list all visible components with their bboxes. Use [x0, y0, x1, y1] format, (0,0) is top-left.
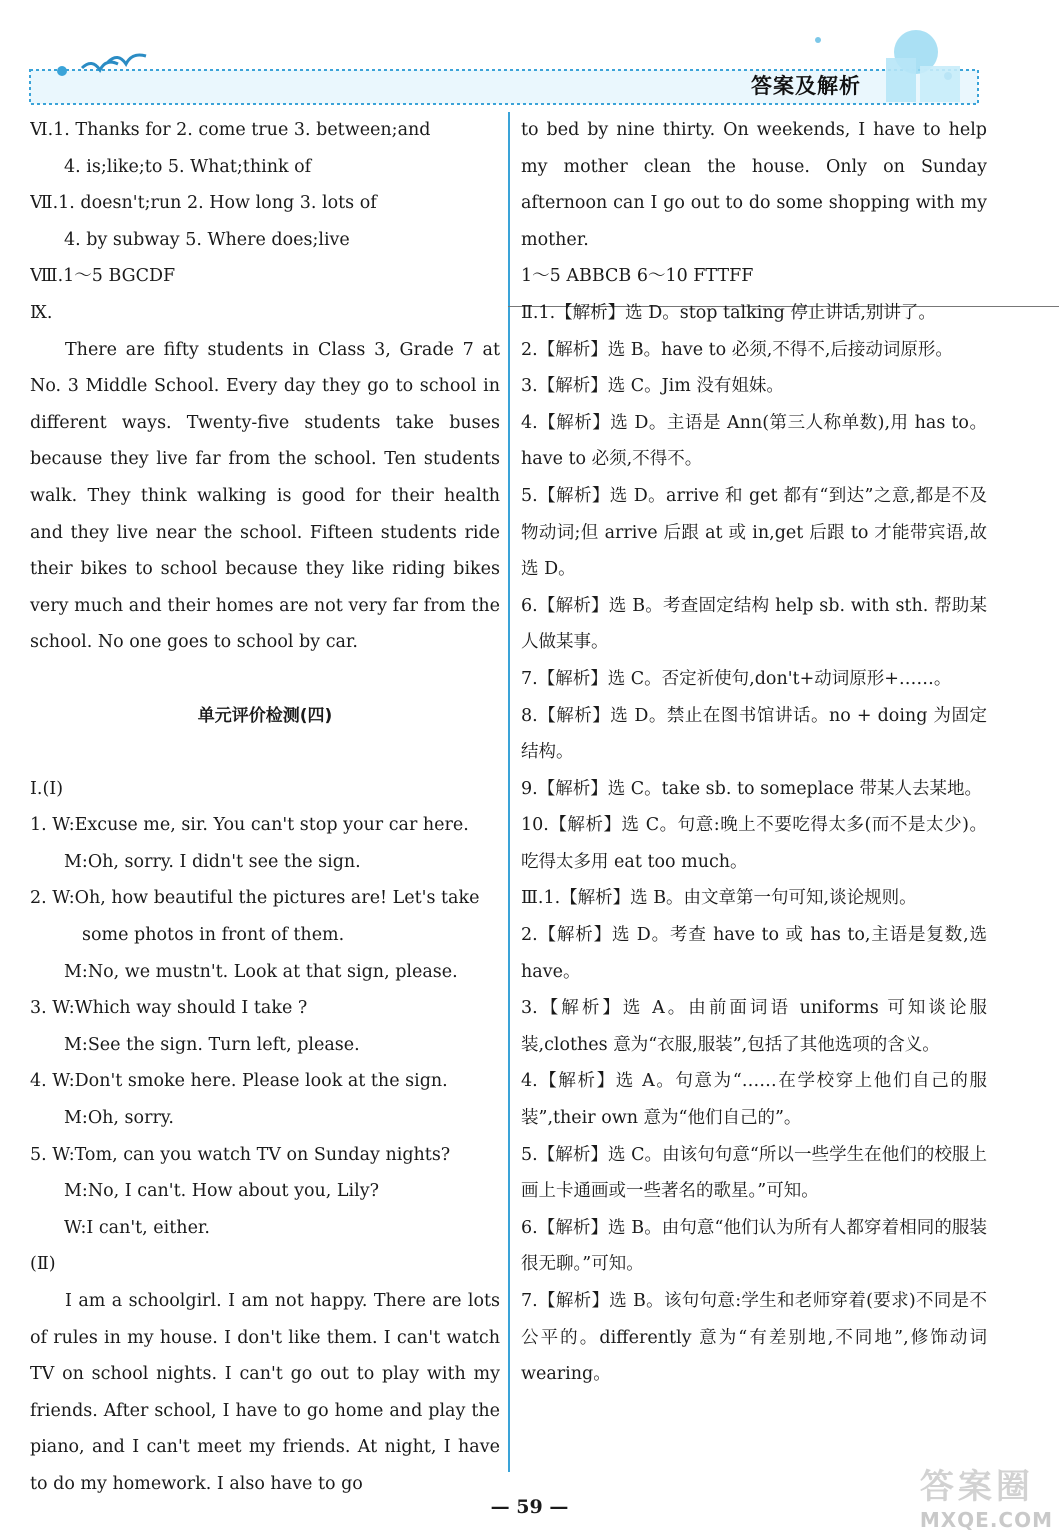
header-title: 答案及解析 — [751, 74, 861, 98]
left-column-item: W:I can't, either. — [64, 1217, 210, 1238]
left-column-item: 4. by subway 5. Where does;live — [64, 229, 350, 250]
column-divider — [508, 112, 510, 1472]
right-column-item: 2.【解析】选 D。考查 have to 或 has to,主语是复数,选 have。 — [521, 925, 987, 982]
page-header — [0, 0, 1059, 112]
header-decoration-icon — [0, 0, 1059, 112]
left-column-item: 1. W:Excuse me, sir. You can't stop your car here. — [30, 815, 469, 836]
left-column-item: M:See the sign. Turn left, please. — [64, 1034, 360, 1055]
right-column-item: 1～5 ABBCB 6～10 FTTFF — [521, 266, 754, 287]
left-column-item: (Ⅱ) — [30, 1254, 56, 1275]
right-column-item: 10.【解析】选 C。句意:晚上不要吃得太多(而不是太少)。吃得太多用 eat too much。 — [521, 815, 987, 872]
right-column-item: 5.【解析】选 D。arrive 和 get 都有“到达”之意,都是不及物动词;但 arrive 后跟 at 或 in,get 后跟 to 才能带宾语,故选 D。 — [521, 485, 987, 580]
left-column-item: Ⅶ.1. doesn't;run 2. How long 3. lots of — [30, 193, 377, 214]
right-column-item: 5.【解析】选 C。由该句句意“所以一些学生在他们的校服上画上卡通画或一些著名的歌星。”可知。 — [521, 1144, 987, 1202]
left-column-item: 单元评价检测(四) — [197, 705, 333, 726]
right-column-item: 4.【解析】选 D。主语是 Ann(第三人称单数),用 has to。have to 必须,不得不。 — [521, 412, 987, 470]
right-column-item: 6.【解析】选 B。由句意“他们认为所有人都穿着相同的服装很无聊。”可知。 — [521, 1217, 987, 1275]
right-column-item: Ⅲ.1.【解析】选 B。由文章第一句可知,谈论规则。 — [521, 888, 917, 909]
right-column-item: 3.【解析】选 C。Jim 没有姐妹。 — [521, 376, 784, 397]
left-column — [30, 112, 500, 1503]
watermark-logo — [920, 1459, 1053, 1532]
left-column-item: Ⅵ.1. Thanks for 2. come true 3. between;and — [30, 120, 431, 140]
right-column-item: 3.【解析】选 A。由前面词语 uniforms 可知谈论服装,clothes 意为“衣服,服装”,包括了其他选项的含义。 — [521, 998, 987, 1055]
left-column-item: M:No, I can't. How about you, Lily? — [64, 1181, 380, 1202]
left-column-item: some photos in front of them. — [82, 925, 345, 946]
right-column-item: 7.【解析】选 C。否定祈使句,don't+动词原形+……。 — [521, 668, 952, 689]
right-column-item: 6.【解析】选 B。考查固定结构 help sb. with sth. 帮助某人做某事。 — [521, 595, 987, 653]
left-column-item: 5. W:Tom, can you watch TV on Sunday nights? — [30, 1144, 451, 1165]
left-column-item: 4. is;like;to 5. What;think of — [64, 156, 312, 177]
right-column-item: Ⅱ.1.【解析】选 D。stop talking 停止讲话,别讲了。 — [521, 302, 936, 323]
left-column-item: Ⅷ.1～5 BGCDF — [30, 266, 176, 287]
right-column-item: 9.【解析】选 C。take sb. to someplace 带某人去某地。 — [521, 778, 982, 799]
watermark-top-text: 答案圈 — [919, 1467, 1034, 1507]
left-column-item: M:No, we mustn't. Look at that sign, please. — [64, 961, 458, 982]
left-column-item — [30, 661, 500, 698]
left-column-item: 3. W:Which way should I take ? — [30, 998, 308, 1019]
right-column — [521, 112, 987, 1393]
watermark-bottom-text: MXQE.COM — [919, 1508, 1053, 1532]
left-column-item: Ⅸ. — [30, 302, 53, 323]
left-column-item: Ⅰ.(Ⅰ) — [30, 778, 64, 799]
left-column-item: 2. W:Oh, how beautiful the pictures are! Let's take — [30, 888, 480, 909]
right-column-item: 2.【解析】选 B。have to 必须,不得不,后接动词原形。 — [521, 339, 953, 360]
left-column-item: There are fifty students in Class 3, Grade 7 at No. 3 Middle School. Every day they go to school in different ways. Twenty-five students take buses because they live far from the school. Ten students walk. They think walking is good for their health and they live near the school. Fifteen students ride their bikes to school because they like riding bikes very much and their homes are not very far from the school. No one goes to school by car. — [30, 339, 500, 653]
right-column-item: 7.【解析】选 B。该句句意:学生和老师穿着(要求)不同是不公平的。differently 意为“有差别地,不同地”,修饰动词 wearing。 — [521, 1291, 987, 1385]
left-column-item: M:Oh, sorry. — [64, 1108, 174, 1129]
right-column-item: to bed by nine thirty. On weekends, I have to help my mother clean the house. Only on Sunday afternoon can I go out to do some shopping with my mother. — [521, 120, 987, 250]
left-column-item — [30, 734, 500, 771]
left-column-item: 4. W:Don't smoke here. Please look at the sign. — [30, 1071, 448, 1092]
left-column-item: M:Oh, sorry. I didn't see the sign. — [64, 851, 361, 872]
right-column-item: 8.【解析】选 D。禁止在图书馆讲话。no + doing 为固定结构。 — [521, 705, 987, 763]
page-number: — 59 — — [490, 1496, 569, 1518]
left-column-item: I am a schoolgirl. I am not happy. There are lots of rules in my house. I don't like them. I can't watch TV on school nights. I can't go out to play with my friends. After school, I have to go home and play the piano, and I can't meet my friends. At night, I have to do my homework. I also have to go — [30, 1291, 500, 1494]
right-column-item: 4.【解析】选 A。句意为“……在学校穿上他们自己的服装”,their own 意为“他们自己的”。 — [521, 1071, 987, 1129]
